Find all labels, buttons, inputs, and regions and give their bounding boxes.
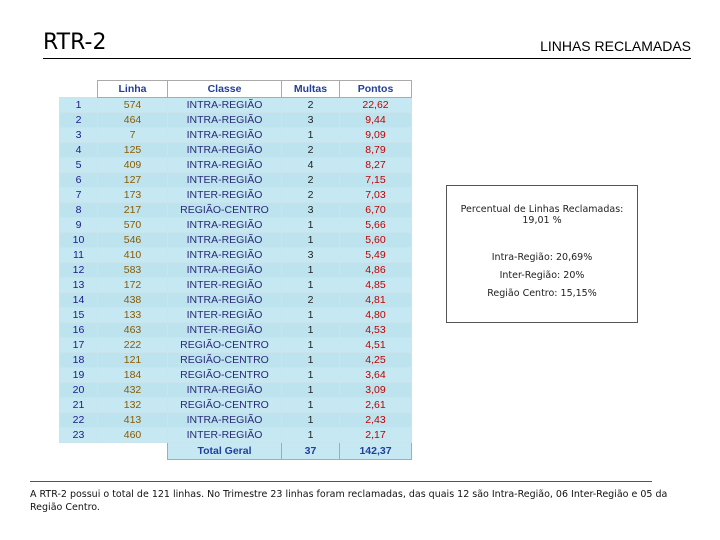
cell-linha: 133 [98,308,168,323]
cell-n: 17 [60,338,98,353]
cell-classe: INTRA-REGIÃO [168,143,282,158]
cell-linha: 432 [98,383,168,398]
cell-classe: INTRA-REGIÃO [168,158,282,173]
complaints-table [59,80,412,460]
cell-linha: 127 [98,173,168,188]
cell-n: 11 [60,248,98,263]
cell-linha: 121 [98,353,168,368]
table-row [60,323,412,338]
cell-pontos: 8,27 [340,158,412,173]
cell-pontos: 6,70 [340,203,412,218]
cell-multas: 2 [282,188,340,203]
table-row [60,278,412,293]
cell-multas: 1 [282,263,340,278]
table-row [60,98,412,113]
total-label: Total Geral [168,443,282,460]
table-row [60,158,412,173]
cell-n: 14 [60,293,98,308]
cell-classe: INTRA-REGIÃO [168,218,282,233]
cell-n: 19 [60,368,98,383]
cell-multas: 1 [282,413,340,428]
cell-classe: REGIÃO-CENTRO [168,398,282,413]
cell-classe: INTRA-REGIÃO [168,233,282,248]
cell-n: 18 [60,353,98,368]
cell-linha: 173 [98,188,168,203]
cell-classe: INTER-REGIÃO [168,188,282,203]
cell-multas: 2 [282,173,340,188]
cell-classe: INTER-REGIÃO [168,428,282,443]
table-row [60,248,412,263]
cell-pontos: 4,86 [340,263,412,278]
header-classe: Classe [168,81,282,98]
cell-pontos: 7,15 [340,173,412,188]
cell-linha: 184 [98,368,168,383]
total-pontos: 142,37 [340,443,412,460]
cell-classe: INTRA-REGIÃO [168,113,282,128]
cell-linha: 172 [98,278,168,293]
cell-classe: REGIÃO-CENTRO [168,338,282,353]
cell-pontos: 4,51 [340,338,412,353]
cell-multas: 1 [282,278,340,293]
cell-pontos: 7,03 [340,188,412,203]
cell-multas: 1 [282,338,340,353]
cell-linha: 410 [98,248,168,263]
cell-n: 7 [60,188,98,203]
cell-multas: 3 [282,248,340,263]
cell-pontos: 4,85 [340,278,412,293]
cell-linha: 463 [98,323,168,338]
cell-n: 15 [60,308,98,323]
page-subtitle: LINHAS RECLAMADAS [540,38,691,54]
cell-n: 5 [60,158,98,173]
cell-multas: 1 [282,128,340,143]
header-blank [60,81,98,98]
cell-pontos: 3,09 [340,383,412,398]
cell-classe: REGIÃO-CENTRO [168,353,282,368]
table-row [60,173,412,188]
cell-linha: 460 [98,428,168,443]
cell-n: 23 [60,428,98,443]
cell-n: 21 [60,398,98,413]
cell-pontos: 22,62 [340,98,412,113]
cell-pontos: 8,79 [340,143,412,158]
table-row [60,143,412,158]
cell-linha: 125 [98,143,168,158]
cell-n: 22 [60,413,98,428]
cell-linha: 132 [98,398,168,413]
cell-linha: 409 [98,158,168,173]
summary-box [446,185,638,323]
table-row [60,353,412,368]
header-pontos: Pontos [340,81,412,98]
table-row [60,338,412,353]
cell-multas: 1 [282,398,340,413]
table-row [60,203,412,218]
table-row [60,308,412,323]
cell-n: 2 [60,113,98,128]
cell-multas: 1 [282,368,340,383]
cell-n: 4 [60,143,98,158]
total-multas: 37 [282,443,340,460]
cell-classe: REGIÃO-CENTRO [168,368,282,383]
cell-linha: 217 [98,203,168,218]
summary-title: Percentual de Linhas Reclamadas: 19,01 % [460,204,624,226]
summary-inter: Inter-Região: 20% [499,270,585,281]
cell-linha: 570 [98,218,168,233]
cell-pontos: 2,43 [340,413,412,428]
table-row [60,413,412,428]
table-total-row [60,443,412,460]
cell-pontos: 4,81 [340,293,412,308]
cell-pontos: 4,80 [340,308,412,323]
cell-classe: INTRA-REGIÃO [168,413,282,428]
cell-multas: 1 [282,308,340,323]
cell-linha: 583 [98,263,168,278]
cell-n: 1 [60,98,98,113]
cell-linha: 438 [98,293,168,308]
table-row [60,293,412,308]
cell-classe: INTRA-REGIÃO [168,248,282,263]
summary-centro: Região Centro: 15,15% [487,288,597,299]
cell-n: 10 [60,233,98,248]
cell-multas: 2 [282,98,340,113]
cell-linha: 546 [98,233,168,248]
header-multas: Multas [282,81,340,98]
cell-multas: 3 [282,113,340,128]
total-blank [98,443,168,460]
table-row [60,233,412,248]
cell-linha: 574 [98,98,168,113]
table-row [60,113,412,128]
cell-n: 16 [60,323,98,338]
cell-multas: 2 [282,293,340,308]
table-row [60,398,412,413]
cell-pontos: 3,64 [340,368,412,383]
table-header-row [60,81,412,98]
cell-classe: INTER-REGIÃO [168,173,282,188]
cell-pontos: 9,44 [340,113,412,128]
cell-multas: 2 [282,143,340,158]
cell-n: 8 [60,203,98,218]
cell-pontos: 5,66 [340,218,412,233]
cell-multas: 1 [282,323,340,338]
cell-n: 3 [60,128,98,143]
cell-pontos: 9,09 [340,128,412,143]
cell-multas: 3 [282,203,340,218]
footer-divider [30,481,652,482]
cell-classe: REGIÃO-CENTRO [168,203,282,218]
cell-n: 13 [60,278,98,293]
cell-n: 9 [60,218,98,233]
page-title: RTR-2 [43,30,107,55]
cell-classe: INTER-REGIÃO [168,323,282,338]
cell-classe: INTER-REGIÃO [168,278,282,293]
cell-classe: INTRA-REGIÃO [168,128,282,143]
table-row [60,368,412,383]
table-row [60,383,412,398]
footer-text: A RTR-2 possui o total de 121 linhas. No Trimestre 23 linhas foram reclamadas, das quais 12 são Intra-Região, 06 Inter-Região e 05 da Região Centro. [30,489,668,513]
cell-linha: 222 [98,338,168,353]
table-row [60,263,412,278]
cell-pontos: 4,53 [340,323,412,338]
header-linha: Linha [98,81,168,98]
page-header [43,28,691,59]
total-blank [60,443,98,460]
cell-classe: INTRA-REGIÃO [168,263,282,278]
table-row [60,428,412,443]
cell-multas: 4 [282,158,340,173]
cell-multas: 1 [282,353,340,368]
cell-classe: INTRA-REGIÃO [168,293,282,308]
cell-multas: 1 [282,383,340,398]
cell-multas: 1 [282,218,340,233]
cell-pontos: 5,49 [340,248,412,263]
cell-linha: 464 [98,113,168,128]
summary-intra: Intra-Região: 20,69% [491,252,593,263]
cell-multas: 1 [282,233,340,248]
cell-pontos: 2,17 [340,428,412,443]
cell-n: 20 [60,383,98,398]
cell-n: 6 [60,173,98,188]
cell-pontos: 5,60 [340,233,412,248]
cell-multas: 1 [282,428,340,443]
cell-pontos: 2,61 [340,398,412,413]
cell-pontos: 4,25 [340,353,412,368]
cell-classe: INTRA-REGIÃO [168,98,282,113]
cell-classe: INTRA-REGIÃO [168,383,282,398]
table-row [60,188,412,203]
table-row [60,218,412,233]
cell-linha: 413 [98,413,168,428]
cell-n: 12 [60,263,98,278]
table-row [60,128,412,143]
cell-linha: 7 [98,128,168,143]
cell-classe: INTER-REGIÃO [168,308,282,323]
